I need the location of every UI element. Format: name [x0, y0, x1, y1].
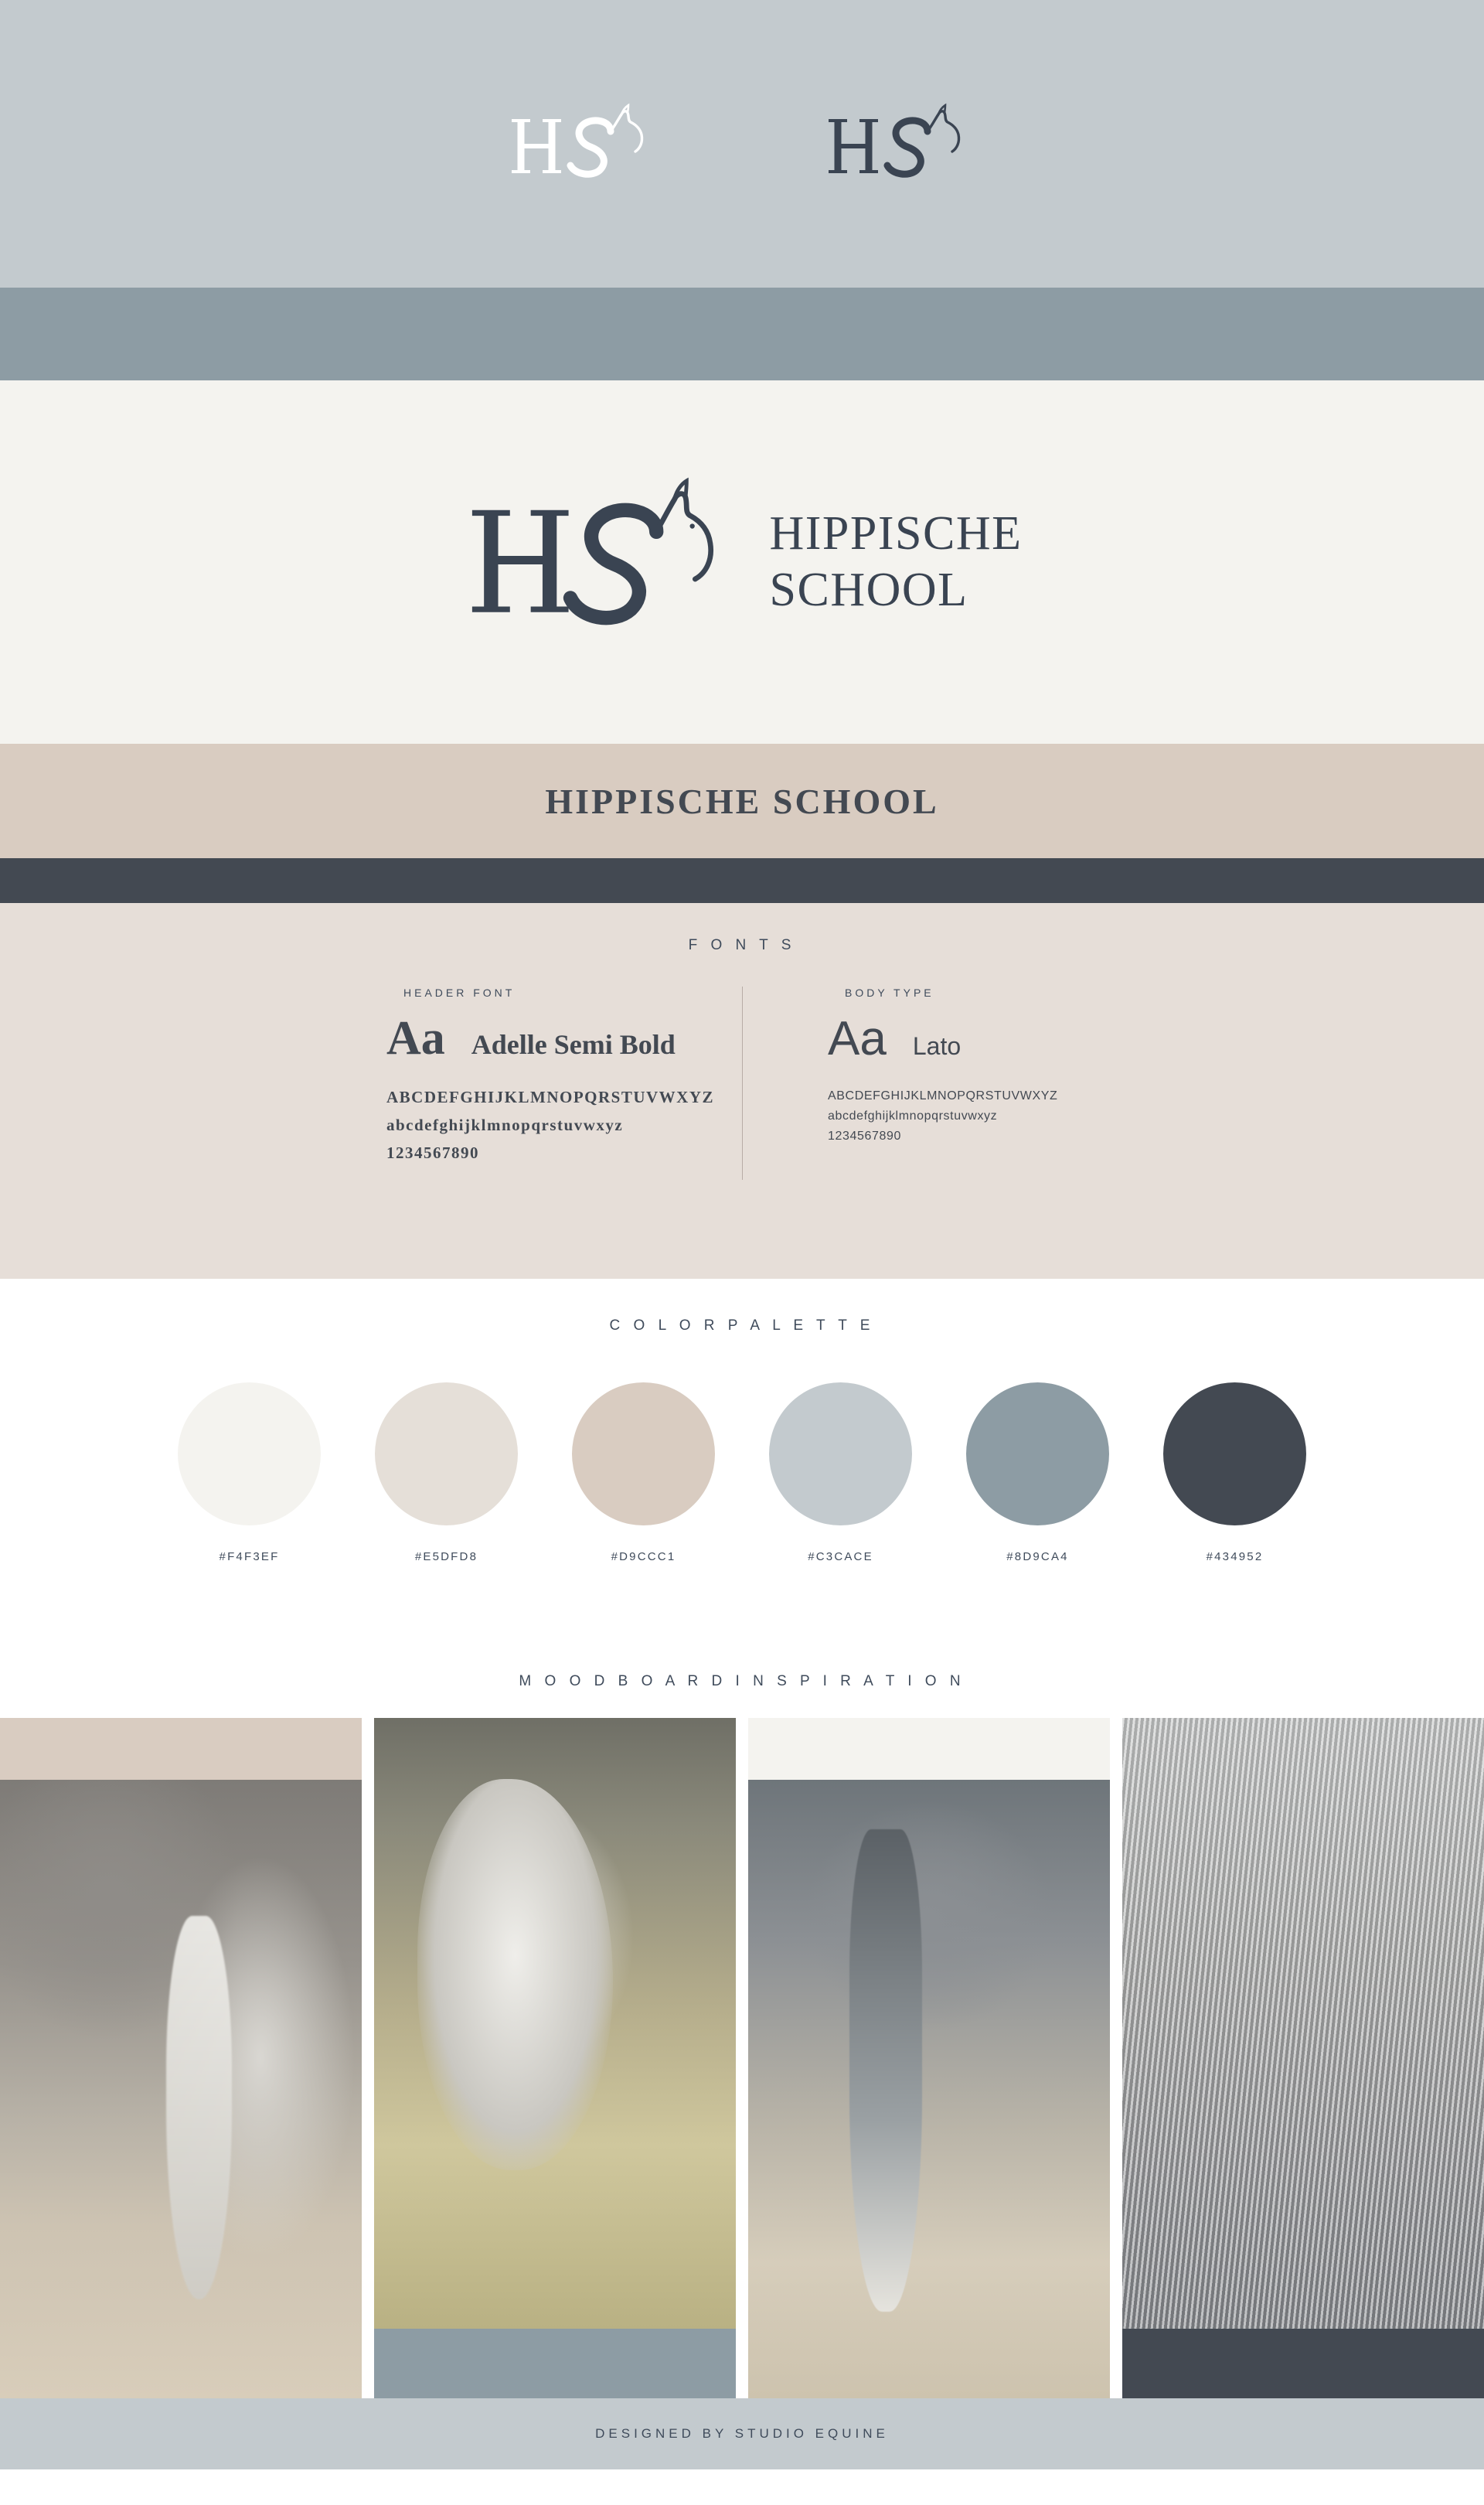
logo-marks-band	[0, 0, 1484, 288]
color-swatch	[966, 1382, 1109, 1563]
logo-word-line2: SCHOOL	[769, 564, 968, 616]
wordmark-text: HIPPISCHE SCHOOL	[545, 781, 939, 821]
color-swatch-hex-label: #8D9CA4	[1006, 1550, 1069, 1563]
body-font-numerals: 1234567890	[828, 1129, 901, 1143]
body-font-block	[742, 987, 1237, 1180]
logo-monogram-icon	[461, 477, 747, 647]
color-swatch-dot	[572, 1382, 715, 1525]
color-swatch	[572, 1382, 715, 1563]
header-font-lowercase: abcdefghijklmnopqrstuvwxyz	[386, 1116, 624, 1135]
color-swatch	[1163, 1382, 1306, 1563]
wordmark-band	[0, 744, 1484, 858]
header-font-uppercase: ABCDEFGHIJKLMNOPQRSTUVWXYZ	[386, 1088, 715, 1106]
footer-credit-text: DESIGNED BY STUDIO EQUINE	[595, 2426, 889, 2441]
logo-mark-light	[495, 97, 672, 190]
moodboard-item-horse-mane-texture	[1122, 1718, 1484, 2398]
moodboard-section	[0, 1665, 1484, 2398]
logo-mark-dark	[812, 97, 989, 190]
logo-lockup	[461, 477, 1022, 647]
color-swatch	[178, 1382, 321, 1563]
fonts-section-title: F O N T S	[688, 937, 796, 953]
header-font-sample: Aa	[386, 1012, 445, 1065]
header-font-numerals: 1234567890	[386, 1143, 479, 1163]
body-font-sample: Aa	[828, 1012, 887, 1065]
slate-divider-band	[0, 288, 1484, 380]
moodboard-photo-3	[748, 1780, 1110, 2398]
body-font-lowercase: abcdefghijklmnopqrstuvwxyz	[828, 1109, 998, 1123]
color-swatch-hex-label: #F4F3EF	[219, 1550, 280, 1563]
color-palette-title: C O L O R P A L E T T E	[609, 1317, 875, 1334]
color-swatch-dot	[375, 1382, 518, 1525]
color-swatch-dot	[1163, 1382, 1306, 1525]
color-swatch-hex-label: #E5DFD8	[414, 1550, 478, 1563]
color-swatch-list	[0, 1382, 1484, 1563]
moodboard-cap-bot-2	[374, 2329, 736, 2398]
logo-word-line1: HIPPISCHE	[769, 506, 1023, 560]
color-swatch-dot	[178, 1382, 321, 1525]
moodboard-cap-top-1	[0, 1718, 362, 1780]
color-swatch	[375, 1382, 518, 1563]
moodboard-grid	[0, 1718, 1484, 2398]
body-font-label: BODY TYPE	[845, 987, 934, 999]
color-swatch-hex-label: #434952	[1206, 1550, 1264, 1563]
moodboard-photo-1	[0, 1780, 362, 2398]
moodboard-title: M O O D B O A R D I N S P I R A T I O N	[519, 1673, 965, 1689]
moodboard-cap-bot-4	[1122, 2329, 1484, 2398]
color-swatch-hex-label: #C3CACE	[808, 1550, 873, 1563]
header-font-block	[247, 987, 742, 1167]
footer-credit-band	[0, 2398, 1484, 2469]
moodboard-item-horse-hooves-boots	[748, 1718, 1110, 2398]
moodboard-item-dapple-grey-horse-legs	[0, 1718, 362, 2398]
primary-logo-band	[0, 380, 1484, 744]
color-swatch	[769, 1382, 912, 1563]
color-swatch-dot	[769, 1382, 912, 1525]
moodboard-item-grey-horse-grazing-hay	[374, 1718, 736, 2398]
moodboard-cap-top-3	[748, 1718, 1110, 1780]
body-font-name: Lato	[912, 1032, 962, 1060]
fonts-section	[0, 903, 1484, 1279]
header-font-name: Adelle Semi Bold	[471, 1029, 676, 1060]
color-swatch-hex-label: #D9CCC1	[611, 1550, 676, 1563]
dark-rule-band	[0, 858, 1484, 903]
body-font-uppercase: ABCDEFGHIJKLMNOPQRSTUVWXYZ	[828, 1089, 1058, 1103]
moodboard-photo-2	[374, 1718, 736, 2329]
moodboard-photo-4	[1122, 1718, 1484, 2329]
logo-wordmark	[769, 506, 1022, 619]
header-font-label: HEADER FONT	[403, 987, 516, 999]
color-swatch-dot	[966, 1382, 1109, 1525]
color-palette-section	[0, 1279, 1484, 1665]
